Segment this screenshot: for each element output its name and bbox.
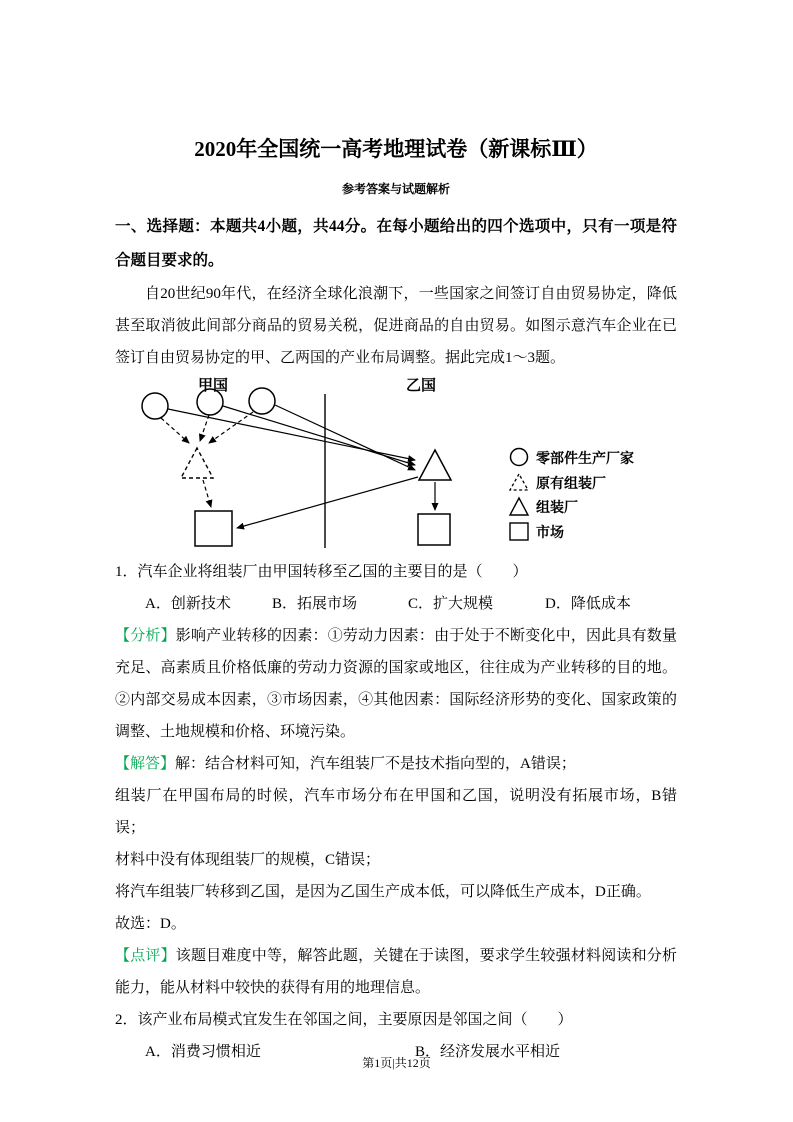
q1-answer-conclusion: 故选：D。 — [115, 916, 186, 932]
dashed-supply-arrow-3 — [209, 412, 253, 443]
market-square-country-b — [418, 514, 450, 545]
q1-answer-line-3: 材料中没有体现组装厂的规模，C错误； — [115, 852, 381, 868]
comment-tag: 【点评】 — [115, 948, 176, 964]
question-intro-paragraph: 自20世纪90年代，在经济全球化浪潮下，一些国家之间签订自由贸易协定，降低甚至取消彼此间部分商品的贸易关税，促进商品的自由贸易。如图示意汽车企业在已签订自由贸易协定的甲、乙两国的产业布局调整。据此完成1～3题。 — [115, 286, 677, 366]
legend-market-label: 市场 — [536, 526, 564, 541]
dashed-supply-arrow-2 — [200, 415, 209, 441]
diagram-canvas — [115, 376, 677, 556]
supply-arrow-3 — [275, 405, 415, 470]
q2-option-a: A．消费习惯相近 — [145, 1044, 261, 1060]
q1-option-a: A．创新技术 — [145, 596, 231, 612]
q1-stem: 1．汽车企业将组装厂由甲国转移至乙国的主要目的是（ ） — [115, 564, 528, 580]
q1-answer-line-2: 组装厂在甲国布局的时候，汽车市场分布在甲国和乙国，说明没有拓展市场，B错误； — [115, 788, 677, 836]
parts-factory-circle-1 — [142, 393, 168, 419]
parts-factory-circle-3 — [249, 388, 275, 414]
q1-answer-line-1 — [115, 748, 677, 780]
page-content — [115, 136, 677, 1068]
original-assembly-plant-triangle — [181, 448, 213, 478]
dashed-distribution-arrow-country-a — [203, 480, 211, 507]
country-a-label: 甲国 — [197, 378, 229, 394]
q1-answer-line-4: 将汽车组装厂转移到乙国，是因为乙国生产成本低，可以降低生产成本，D正确。 — [115, 884, 651, 900]
legend-original-assembly-icon — [510, 474, 528, 490]
legend-parts-factory-label: 零部件生产厂家 — [536, 452, 634, 467]
legend-market-icon — [510, 523, 528, 540]
document-subtitle: 参考答案与试题解析 — [341, 182, 450, 196]
q1-option-d: D．降低成本 — [545, 596, 631, 612]
analysis-tag: 【分析】 — [115, 628, 176, 644]
section-heading: 一、选择题：本题共4小题，共44分。在每小题给出的四个选项中，只有一项是符合题目要求的。 — [115, 218, 677, 269]
analysis-text: 影响产业转移的因素：①劳动力因素：由于处于不断变化中，因此具有数量充足、高素质且价格低廉的劳动力资源的国家或地区，往往成为产业转移的目的地。②内部交易成本因素，③市场因素，④其他因素：国际经济形势的变化、国家政策的调整、土地规模和价格、环境污染。 — [115, 628, 677, 740]
q1-option-b: B．拓展市场 — [272, 596, 358, 612]
q1-analysis-paragraph — [115, 620, 677, 748]
answer-tag: 【解答】 — [115, 756, 176, 772]
industry-layout-diagram — [115, 376, 677, 556]
distribution-arrow-to-country-a-market — [237, 477, 418, 528]
legend-parts-factory-icon — [511, 449, 528, 466]
q1-options — [115, 588, 677, 620]
q2-stem: 2．该产业布局模式宜发生在邻国之间，主要原因是邻国之间（ ） — [115, 1012, 573, 1028]
country-b-label: 乙国 — [405, 378, 437, 394]
dashed-supply-arrow-1 — [161, 418, 189, 443]
assembly-plant-triangle — [419, 450, 451, 480]
q2-option-b: B．经济发展水平相近 — [415, 1044, 561, 1060]
market-square-country-a — [195, 511, 232, 546]
q1-comment-paragraph — [115, 940, 677, 1004]
page-footer: 第1页|共12页 — [362, 1056, 431, 1070]
document-title: 2020年全国统一高考地理试卷（新课标Ⅲ） — [194, 137, 598, 161]
comment-text: 该题目难度中等，解答此题，关键在于读图，要求学生较强材料阅读和分析能力，能从材料中较快的获得有用的地理信息。 — [115, 948, 677, 996]
answer-text-1: 解：结合材料可知，汽车组装厂不是技术指向型的，A错误； — [175, 756, 576, 772]
legend-assembly-icon — [510, 498, 528, 515]
q1-option-c: C．扩大规模 — [408, 596, 494, 612]
legend-assembly-label: 组装厂 — [536, 501, 578, 516]
legend-original-assembly-label: 原有组装厂 — [536, 477, 606, 492]
